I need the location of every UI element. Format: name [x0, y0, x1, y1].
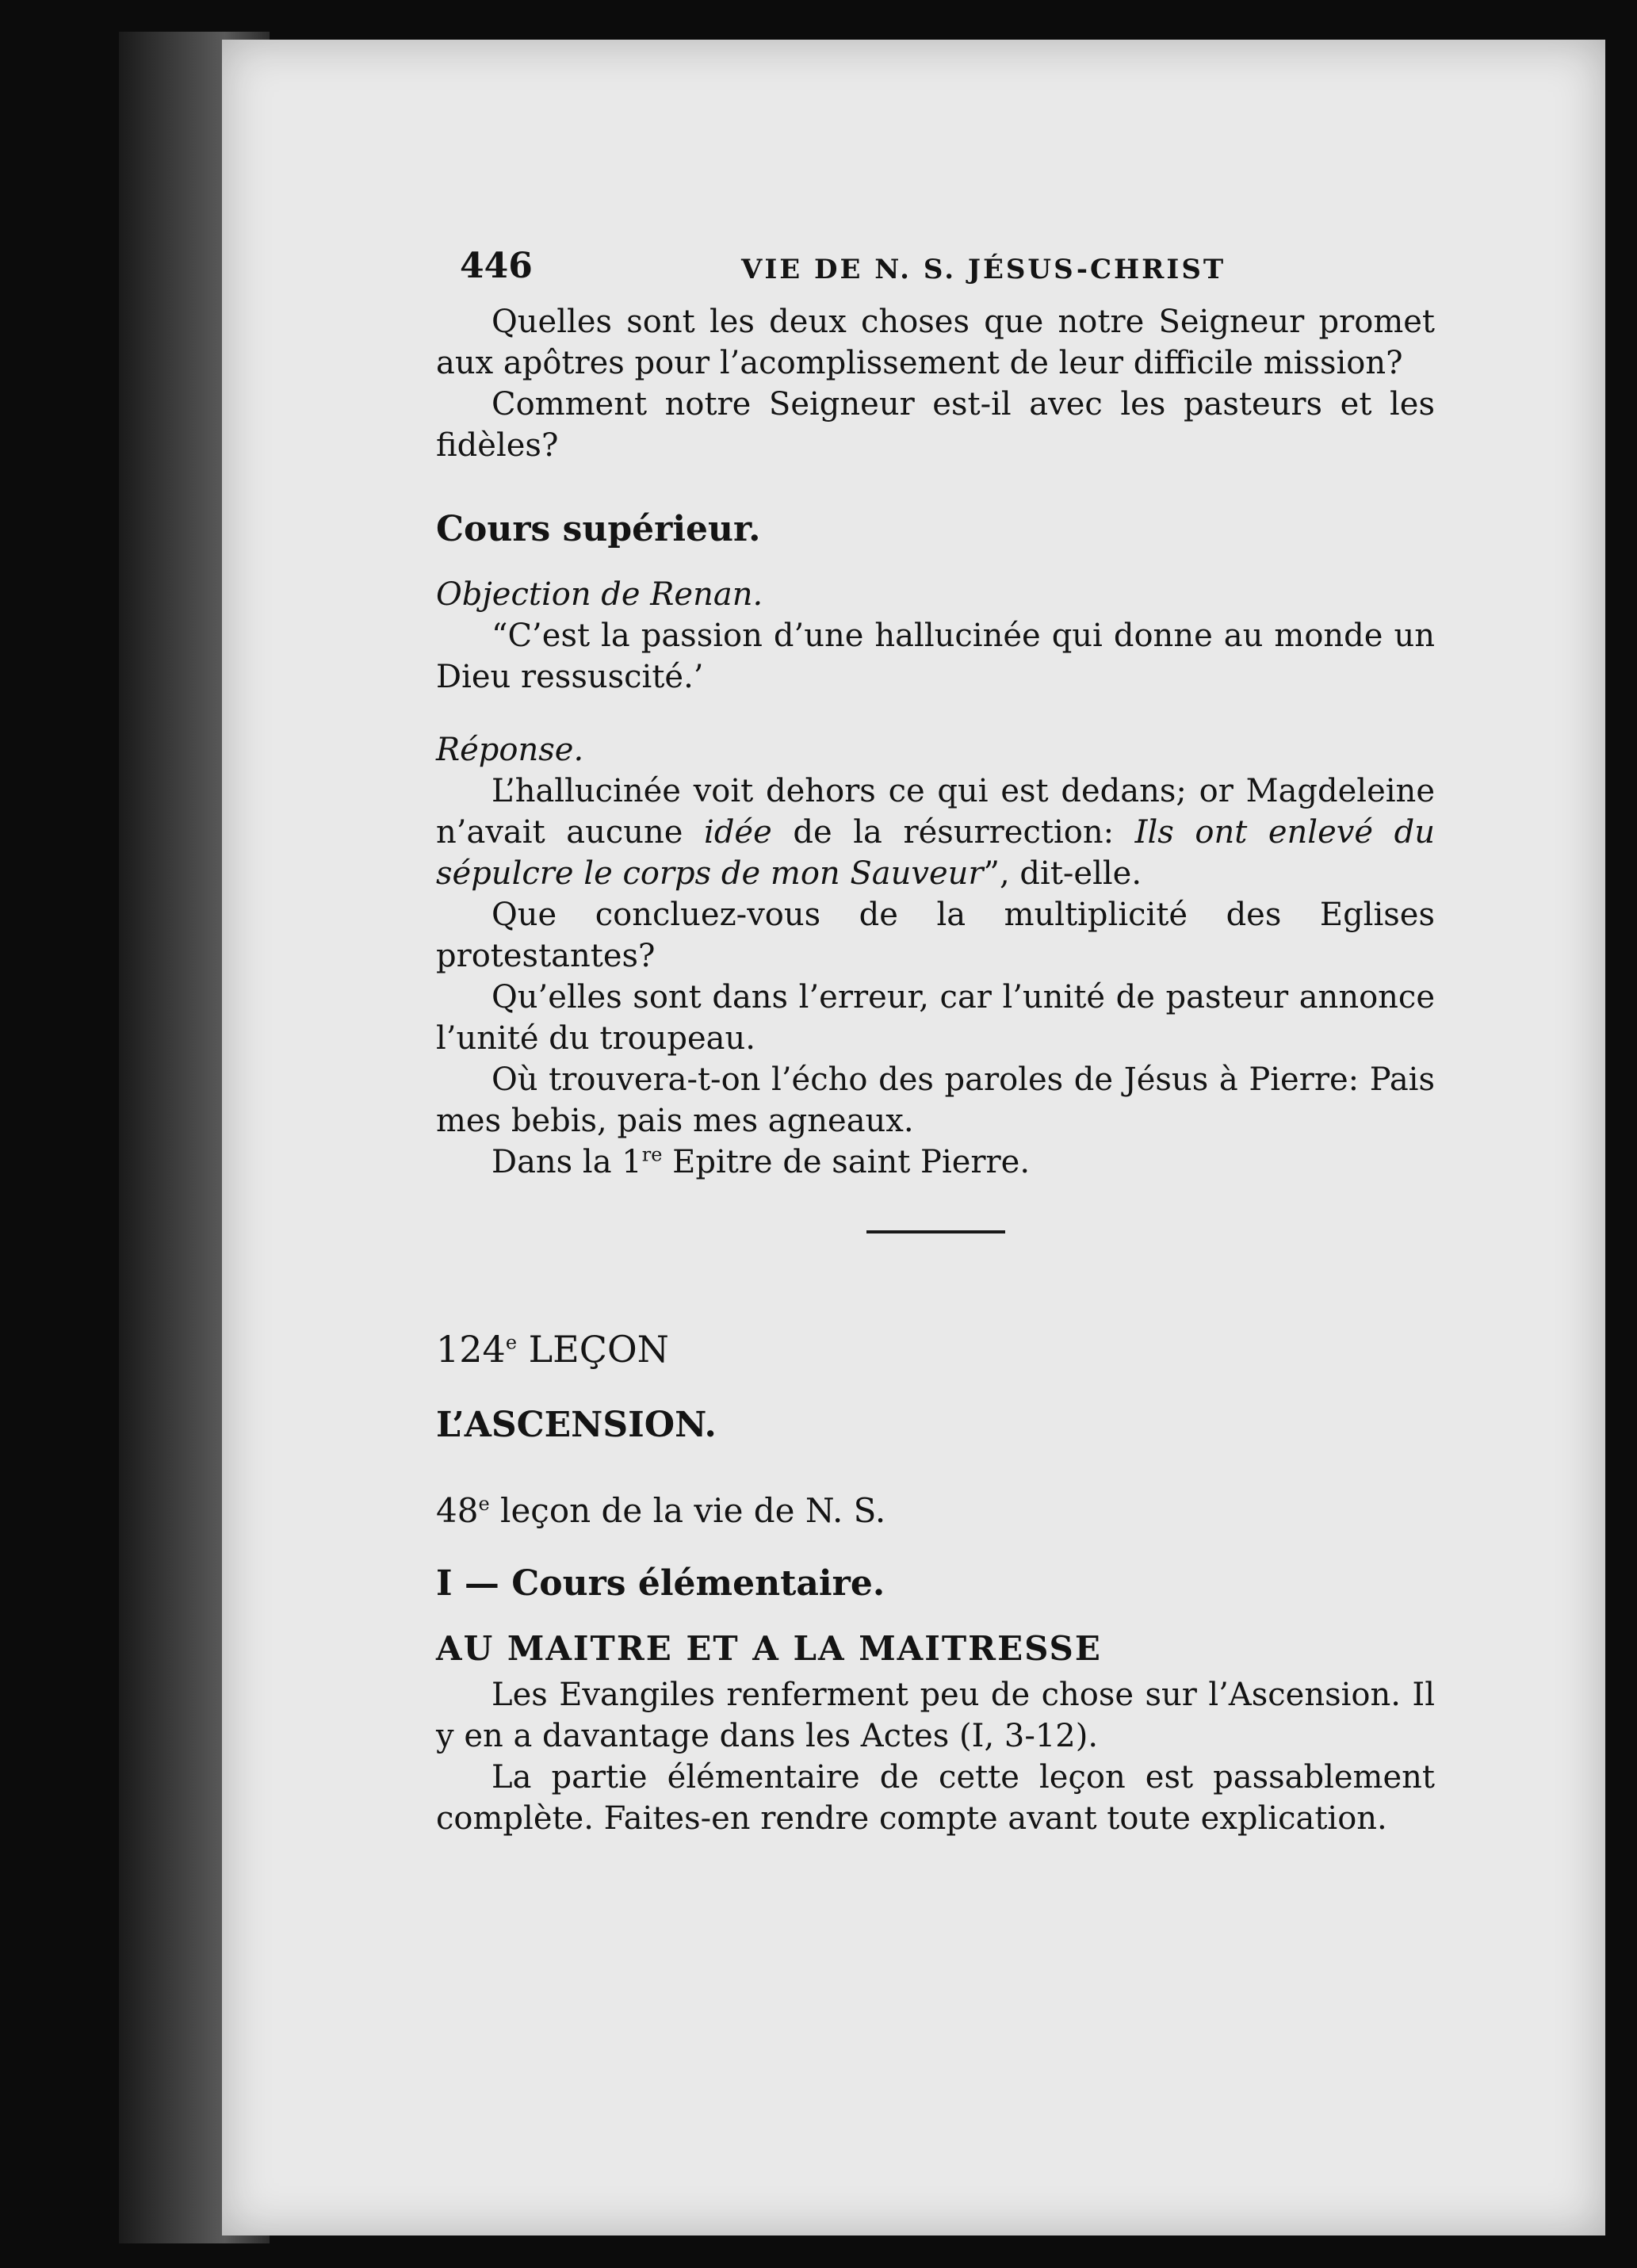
answer-text-pre: Dans la 1: [491, 1144, 642, 1180]
lesson-subtitle-pre: 48: [436, 1491, 479, 1530]
answer-paragraph: Qu’elles sont dans l’erreur, car l’unité de pasteur annonce l’unité du troupeau.: [436, 979, 1435, 1057]
lesson-subtitle: [436, 1490, 1435, 1532]
note-heading: AU MAITRE ET A LA MAITRESSE: [436, 1629, 1102, 1668]
reponse-italic-idee: idée: [704, 814, 772, 851]
running-head: [460, 214, 1395, 309]
lesson-title: L’ASCENSION.: [436, 1405, 717, 1445]
question-paragraph: Comment notre Seigneur est-il avec les pasteurs et les fidèles?: [436, 386, 1435, 464]
running-title: VIE DE N. S. JÉSUS-CHRIST: [741, 254, 1226, 285]
reponse-text-a: L’hallucinée voit dehors ce qui est dedans; or Magdeleine n’avait aucune: [436, 773, 1435, 851]
lesson-number-word: LEÇON: [517, 1328, 669, 1371]
reponse-heading: Réponse.: [436, 732, 584, 768]
note-paragraph: Les Evangiles renferment peu de chose sur l’Ascension. Il y en a davantage dans les Actes (I, 3-12).: [436, 1677, 1435, 1754]
answer-paragraph: [436, 1142, 1435, 1183]
lesson-number: [436, 1329, 1435, 1370]
section-heading-cours-superieur: Cours supérieur.: [436, 509, 761, 549]
section-heading-cours-elementaire: I — Cours élémentaire.: [436, 1563, 885, 1604]
objection-paragraph: “C’est la passion d’une hallucinée qui donne au monde un Dieu ressuscité.’: [436, 618, 1435, 695]
note-paragraph: La partie élémentaire de cette leçon est passablement complète. Faites-en rendre compte avant toute explication.: [436, 1759, 1435, 1837]
lesson-number-superscript: e: [505, 1331, 518, 1354]
lesson-subtitle-superscript: e: [478, 1493, 490, 1515]
reponse-italic-quote: Ils ont enlevé du sépulcre le corps de mon Sauveur: [436, 814, 1435, 892]
lesson-subtitle-post: leçon de la vie de N. S.: [489, 1491, 886, 1530]
answer-superscript: re: [641, 1143, 663, 1166]
answer-text-post: Epitre de saint Pierre.: [662, 1144, 1031, 1180]
page-number: 446: [460, 246, 533, 286]
reponse-text-c: ”, dit-elle.: [983, 855, 1142, 892]
reponse-paragraph: [436, 771, 1435, 894]
question-paragraph: Quelles sont les deux choses que notre Seigneur promet aux apôtres pour l’acomplissement de leur difficile mission?: [436, 304, 1435, 381]
lesson-number-value: 124: [436, 1328, 506, 1371]
reponse-text-b: de la résurrection:: [771, 814, 1135, 851]
objection-heading: Objection de Renan.: [436, 576, 763, 613]
book-page: [222, 40, 1605, 2235]
question-paragraph: Que concluez-vous de la multiplicité des Eglises protestantes?: [436, 897, 1435, 974]
page-body: [436, 301, 1435, 1839]
question-paragraph: Où trouvera-t-on l’écho des paroles de Jésus à Pierre: Pais mes bebis, pais mes agneaux.: [436, 1061, 1435, 1139]
section-divider: [866, 1230, 1005, 1233]
